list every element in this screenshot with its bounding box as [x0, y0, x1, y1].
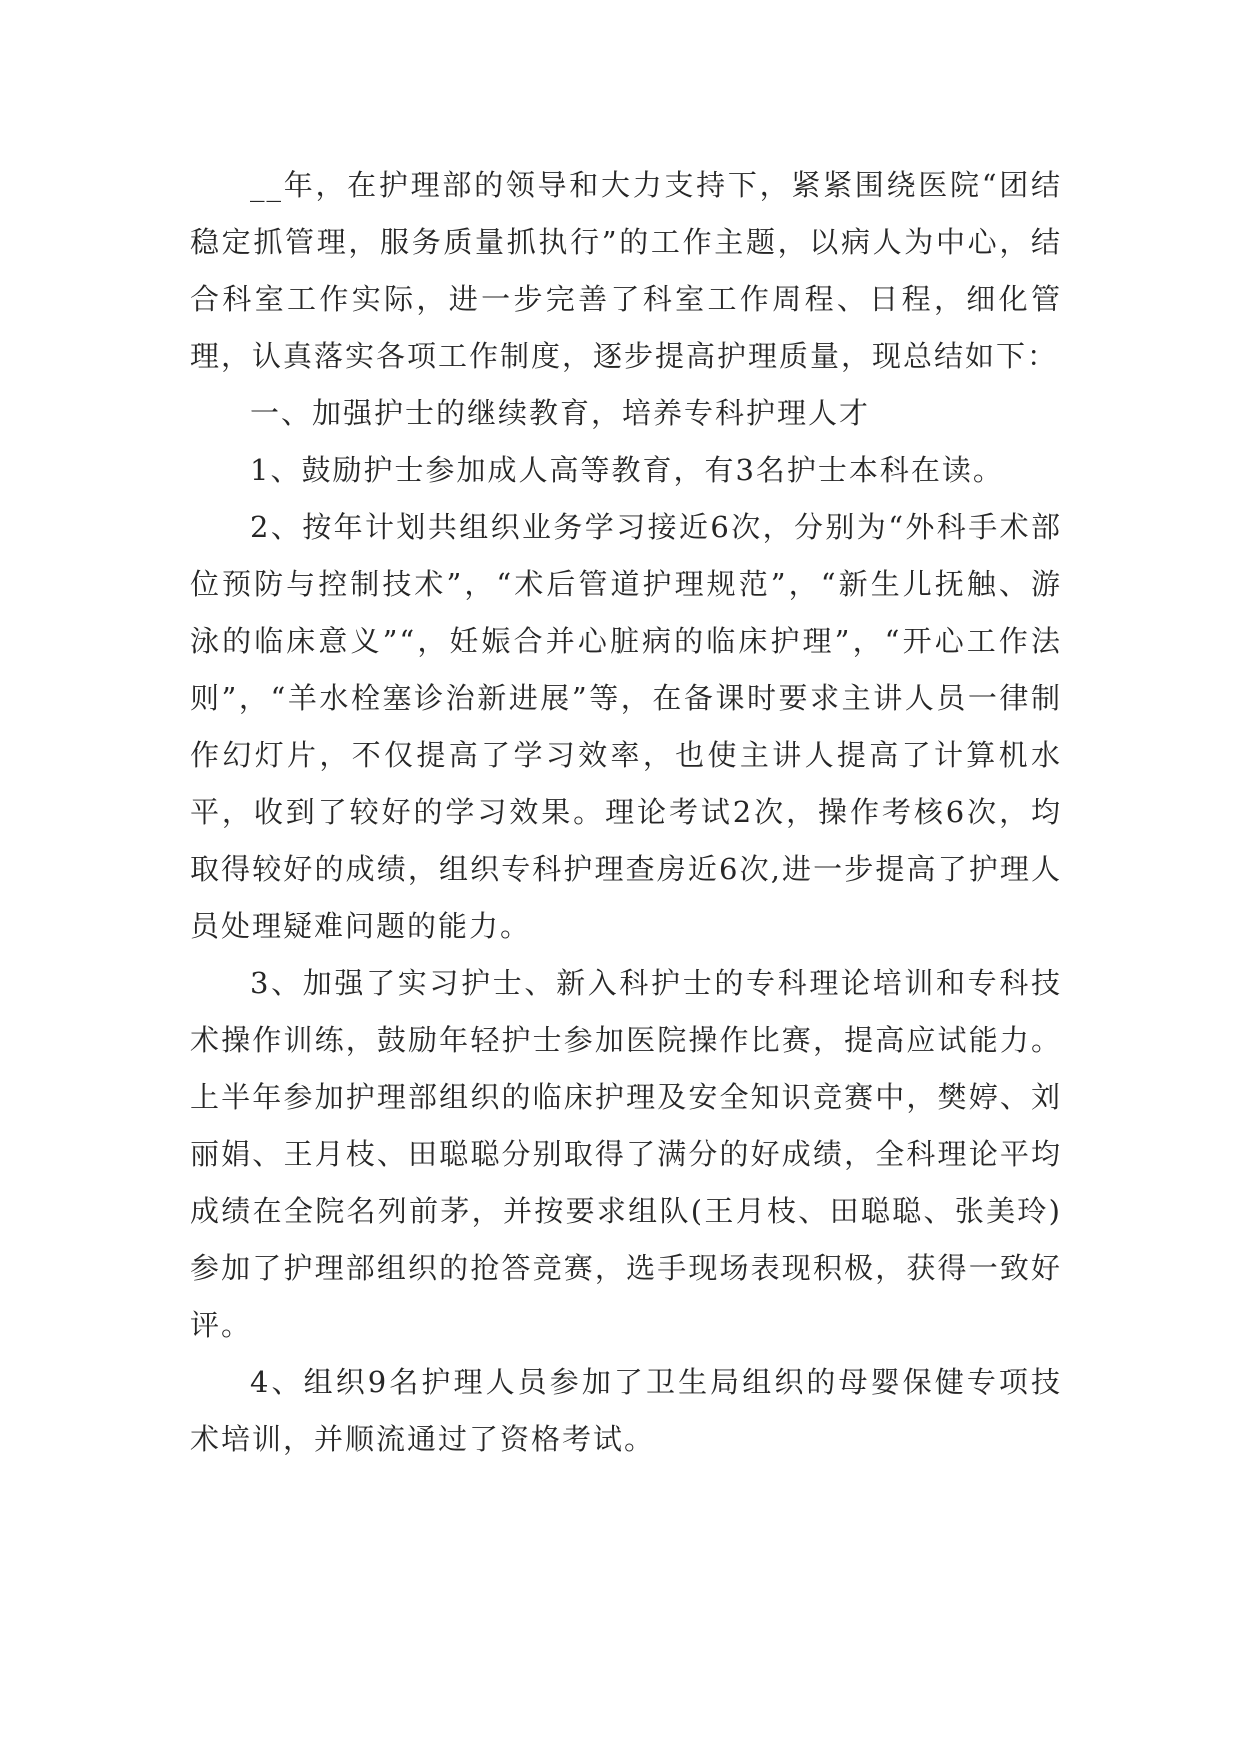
- list-item-3: 3、加强了实习护士、新入科护士的专科理论培训和专科技术操作训练，鼓励年轻护士参加医院操作比赛，提高应试能力。上半年参加护理部组织的临床护理及安全知识竞赛中，樊婷、刘丽娟、王月枝、田聪聪分别取得了满分的好成绩，全科理论平均成绩在全院名列前茅，并按要求组队(王月枝、田聪聪、张美玲)参加了护理部组织的抢答竞赛，选手现场表现积极，获得一致好评。: [190, 966, 1062, 1342]
- list-item-4: 4、组织9名护理人员参加了卫生局组织的母婴保健专项技术培训，并顺流通过了资格考试。: [190, 1365, 1062, 1456]
- list-item-2: 2、按年计划共组织业务学习接近6次，分别为“外科手术部位预防与控制技术”，“术后管道护理规范”，“新生儿抚触、游泳的临床意义”“，妊娠合并心脏病的临床护理”，“开心工作法则”，“羊水栓塞诊治新进展”等，在备课时要求主讲人员一律制作幻灯片，不仅提高了学习效率，也使主讲人提高了计算机水平，收到了较好的学习效果。理论考试2次，操作考核6次，均取得较好的成绩，组织专科护理查房近6次,进一步提高了护理人员处理疑难问题的能力。: [190, 510, 1062, 943]
- list-item-1: 1、鼓励护士参加成人高等教育，有3名护士本科在读。: [250, 453, 1004, 487]
- document-body: [190, 157, 1062, 1468]
- intro-paragraph: __年，在护理部的领导和大力支持下，紧紧围绕医院“团结稳定抓管理，服务质量抓执行”的工作主题，以病人为中心，结合科室工作实际，进一步完善了科室工作周程、日程，细化管理，认真落实各项工作制度，逐步提高护理质量，现总结如下：: [190, 168, 1062, 373]
- section-heading-1: 一、加强护士的继续教育，培养专科护理人才: [250, 396, 871, 430]
